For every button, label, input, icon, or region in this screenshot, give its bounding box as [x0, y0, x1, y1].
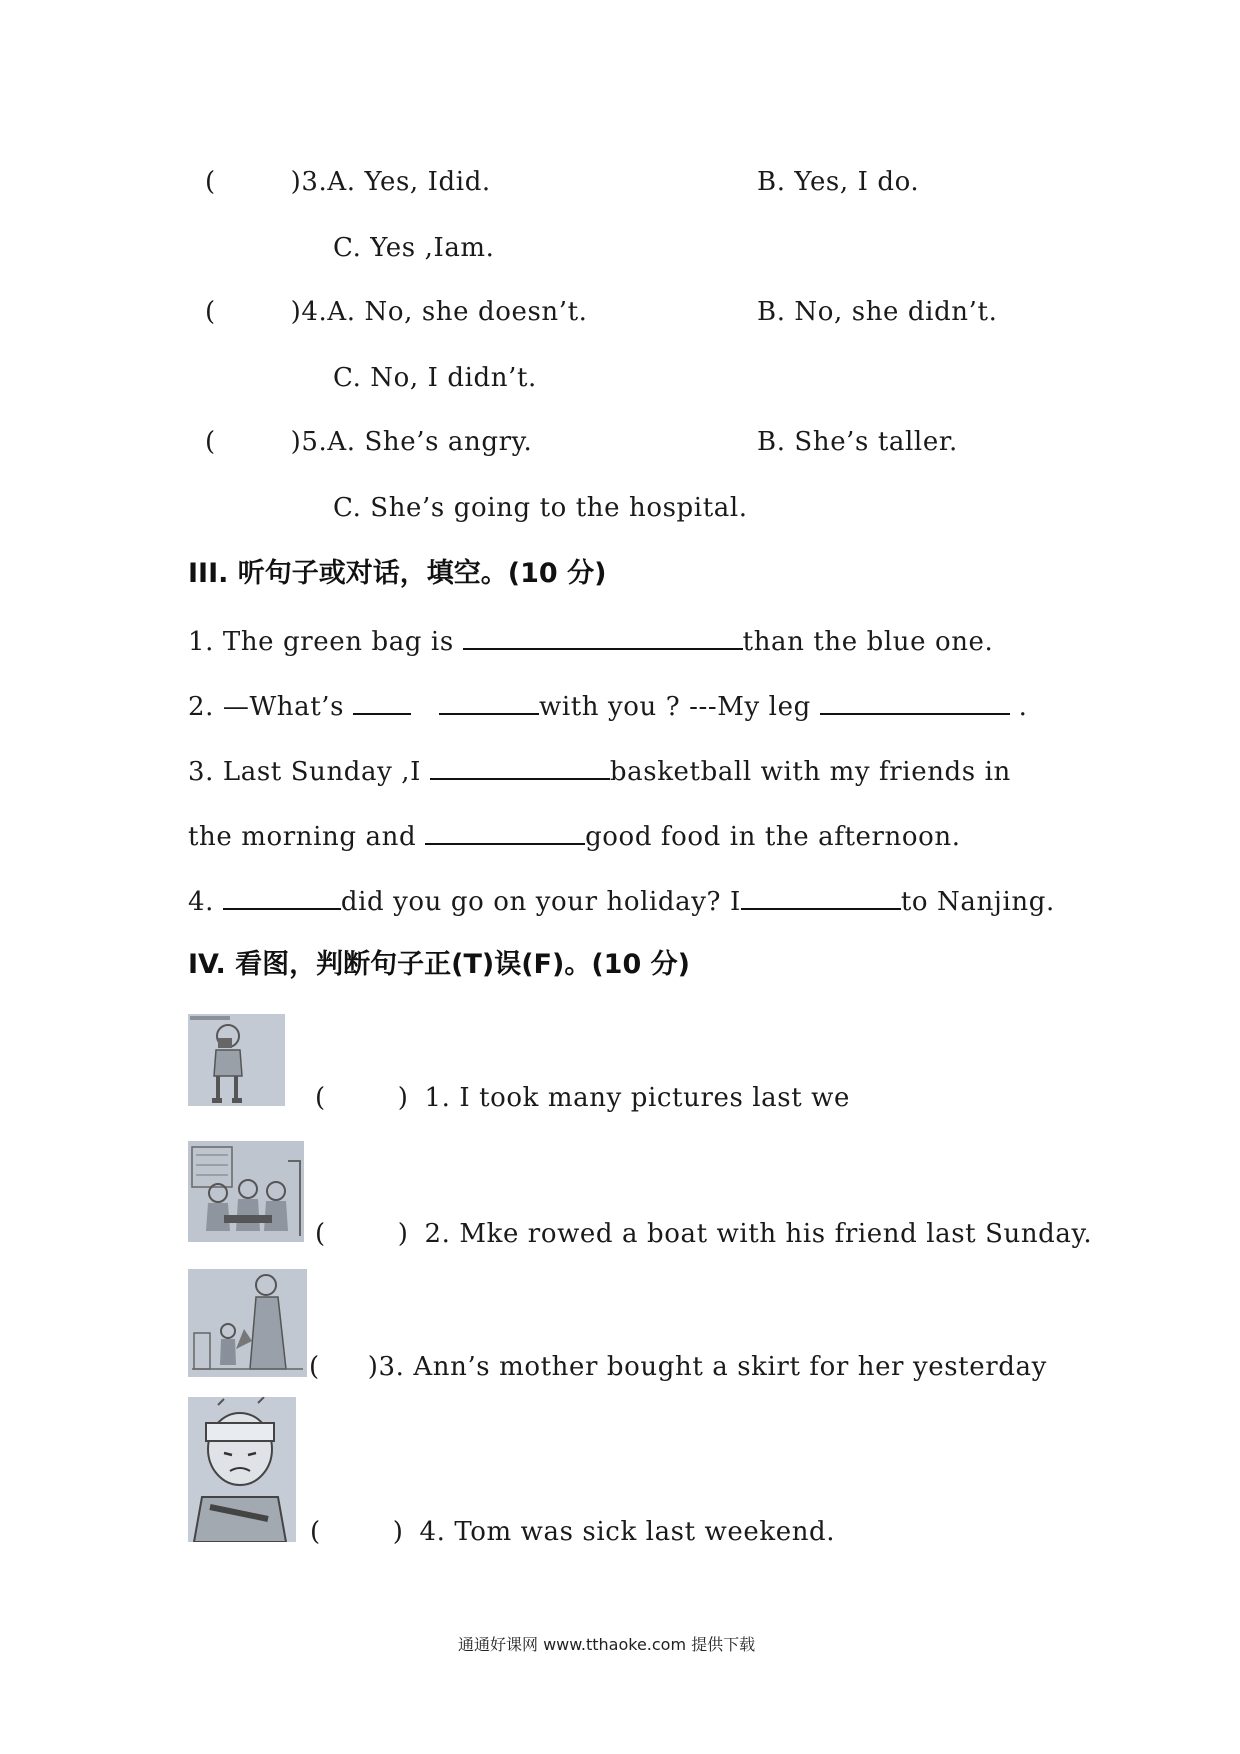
answer-paren-close: ): [290, 297, 302, 327]
judge-item-4: [310, 1516, 835, 1548]
answer-blank[interactable]: [741, 884, 901, 910]
question-5-option-b: B. She’s taller.: [757, 427, 958, 457]
answer-paren-close: ): [392, 1517, 404, 1547]
answer-blank[interactable]: [463, 624, 743, 650]
question-3-row: [205, 166, 491, 198]
answer-paren-close: ): [397, 1219, 409, 1249]
sentence-text: 3. Last Sunday ,I: [188, 757, 430, 787]
answer-paren-close: ): [290, 427, 302, 457]
sentence-text: with you ? ---My leg: [538, 692, 820, 722]
option-a: A. Yes, Idid.: [327, 167, 491, 197]
answer-paren-open: (: [205, 167, 216, 197]
sentence-text: 2. —What’s: [188, 692, 353, 722]
judge-item-2: [315, 1218, 1092, 1250]
question-3-option-b: B. Yes, I do.: [757, 167, 920, 197]
answer-blank[interactable]: [425, 819, 585, 845]
fill-sentence-3-cont: [188, 819, 961, 853]
sentence-text: to Nanjing.: [900, 887, 1055, 917]
answer-paren-open: (: [315, 1219, 326, 1249]
question-5-option-c: C. She’s going to the hospital.: [333, 493, 748, 523]
answer-paren-open: (: [315, 1083, 326, 1113]
group-outdoor-image: [188, 1141, 304, 1242]
sentence-text: good food in the afternoon.: [585, 822, 961, 852]
judge-sentence: 4. Tom was sick last weekend.: [419, 1517, 836, 1547]
sentence-text: than the blue one.: [742, 627, 994, 657]
fill-sentence-4: [188, 884, 1055, 918]
sentence-text: did you go on your holiday? I: [340, 887, 741, 917]
sentence-text: the morning and: [188, 822, 426, 852]
question-4-row: [205, 296, 588, 328]
sick-boy-image: [188, 1397, 296, 1542]
footer-credit: 通通好课网 www.tthaoke.com 提供下载: [458, 1635, 756, 1654]
fill-sentence-3: [188, 754, 1011, 788]
answer-paren-open: (: [309, 1352, 320, 1382]
fill-sentence-2: [188, 689, 1027, 723]
fill-sentence-1: [188, 624, 993, 658]
sentence-text: 1. The green bag is: [188, 627, 463, 657]
question-number: 3.: [301, 167, 328, 197]
question-number: 5.: [301, 427, 328, 457]
answer-blank[interactable]: [439, 689, 539, 715]
question-4-option-c: C. No, I didn’t.: [333, 363, 537, 393]
sentence-text: .: [1009, 692, 1028, 722]
mother-shopping-image: [188, 1269, 307, 1377]
section-4-heading: IV. 看图，判断句子正(T)误(F)。(10 分): [188, 949, 690, 980]
judge-sentence: 1. I took many pictures last we: [424, 1083, 850, 1113]
question-4-option-b: B. No, she didn’t.: [757, 297, 998, 327]
answer-paren-open: (: [310, 1517, 321, 1547]
judge-item-1: [315, 1082, 850, 1114]
judge-sentence: 2. Mke rowed a boat with his friend last Sunday.: [424, 1219, 1093, 1249]
answer-paren-close: ): [397, 1083, 409, 1113]
option-a: A. No, she doesn’t.: [327, 297, 588, 327]
answer-blank[interactable]: [353, 689, 411, 715]
answer-paren-open: (: [205, 427, 216, 457]
question-5-row: [205, 426, 532, 458]
answer-paren-close: ): [367, 1352, 379, 1382]
judge-item-3: [309, 1351, 1047, 1383]
picture-sick-boy: [188, 1397, 296, 1542]
picture-boy-camera: [188, 1014, 285, 1106]
question-number: 4.: [301, 297, 328, 327]
answer-paren-open: (: [205, 297, 216, 327]
question-3-option-c: C. Yes ,Iam.: [333, 233, 495, 263]
option-a: A. She’s angry.: [327, 427, 533, 457]
answer-blank[interactable]: [430, 754, 610, 780]
answer-blank[interactable]: [820, 689, 1010, 715]
judge-sentence: 3. Ann’s mother bought a skirt for her yesterday: [378, 1352, 1047, 1382]
boy-camera-image: [188, 1014, 285, 1106]
sentence-text: basketball with my friends in: [609, 757, 1011, 787]
picture-mother-shopping: [188, 1269, 307, 1377]
section-3-heading: III. 听句子或对话，填空。(10 分): [188, 558, 607, 589]
picture-group-outdoor: [188, 1141, 304, 1242]
answer-blank[interactable]: [223, 884, 341, 910]
sentence-text: 4.: [188, 887, 223, 917]
answer-paren-close: ): [290, 167, 302, 197]
